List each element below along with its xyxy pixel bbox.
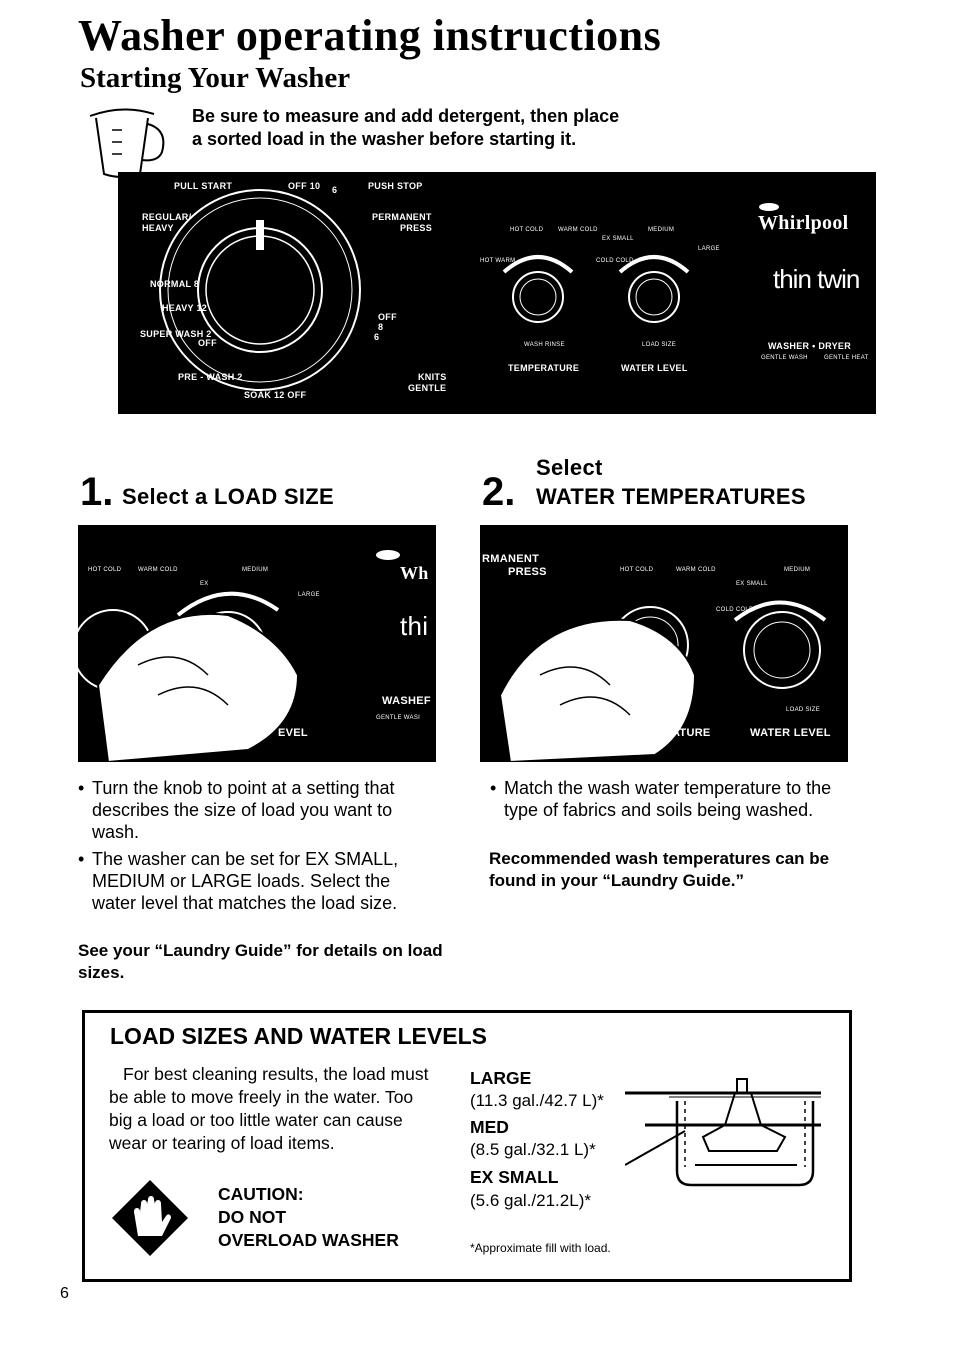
- photo2-hot-cold: HOT COLD: [620, 567, 654, 573]
- intro-line-1: Be sure to measure and add detergent, then place: [192, 106, 620, 126]
- photo1-gentle: GENTLE WASI: [376, 715, 421, 721]
- label-load-size: LOAD SIZE: [642, 342, 677, 348]
- label-knits: KNITS: [418, 372, 447, 382]
- page-title: Washer operating instructions: [78, 11, 662, 60]
- step-2-bullet-1: • Match the wash water temperature to the type of fabrics and soils being washed.: [490, 777, 860, 821]
- water-temperature-photo: [480, 525, 848, 762]
- step-2-note: Recommended wash temperatures can be found in your “Laundry Guide.”: [489, 849, 830, 890]
- photo2-load-size: LOAD SIZE: [786, 707, 821, 713]
- large-value: (11.3 gal./42.7 L)*: [470, 1091, 604, 1110]
- step-1-bullet-1-text: Turn the knob to point at a setting that describes the size of load you want to wash.: [92, 778, 395, 842]
- step-2-title-line2: WATER TEMPERATURES: [536, 484, 806, 509]
- whirlpool-logo: Whirlpool: [758, 212, 849, 234]
- label-off-left: OFF: [198, 338, 217, 348]
- caution-line-3: OVERLOAD WASHER: [218, 1230, 399, 1250]
- step-1-bullet-1: • Turn the knob to point at a setting that describes the size of load you want to wash.: [78, 777, 438, 843]
- label-medium: MEDIUM: [648, 227, 675, 233]
- label-heavy: HEAVY: [142, 223, 174, 233]
- page-number: 6: [60, 1285, 69, 1302]
- caution-line-1: CAUTION:: [218, 1184, 304, 1204]
- label-gentle-wash: GENTLE WASH: [761, 355, 808, 361]
- intro-line-2: a sorted load in the washer before starting it.: [192, 129, 577, 149]
- label-ex-small: EX SMALL: [602, 236, 634, 242]
- caution-text: [218, 1183, 399, 1252]
- control-panel-photo: [118, 172, 876, 414]
- step-1-number: 1.: [80, 470, 114, 514]
- photo2-water-level: WATER LEVEL: [750, 727, 831, 739]
- label-press: PRESS: [400, 223, 433, 233]
- load-size-photo: [78, 525, 436, 762]
- med-value: (8.5 gal./32.1 L)*: [470, 1140, 596, 1159]
- step-1-title: Select a LOAD SIZE: [122, 484, 335, 509]
- label-off-10: OFF 10: [288, 181, 321, 191]
- label-six-top: 6: [332, 185, 338, 195]
- label-regular: REGULAR/: [142, 212, 192, 222]
- photo2-press: PRESS: [508, 566, 547, 578]
- photo1-level: EVEL: [278, 727, 308, 739]
- photo2-warm-cold: WARM COLD: [676, 567, 716, 573]
- label-off-right: OFF: [378, 312, 397, 322]
- step-2-title-line1: Select: [536, 455, 603, 480]
- step-1-note: See your “Laundry Guide” for details on load sizes.: [78, 941, 443, 982]
- label-water-level: WATER LEVEL: [621, 363, 688, 373]
- photo2-permanent: RMANENT: [482, 553, 540, 565]
- label-wash-rinse: WASH RINSE: [524, 342, 565, 348]
- intro-text: [192, 105, 752, 151]
- photo1-ex: EX: [200, 581, 209, 587]
- photo1-large: LARGE: [298, 592, 320, 598]
- label-six-right: 6: [374, 332, 380, 342]
- label-heavy-12: HEAVY 12: [162, 303, 208, 313]
- caution-hand-icon: [110, 1178, 190, 1258]
- hand-turning-knob-icon: [78, 525, 436, 762]
- label-gentle-heat: GENTLE HEAT: [824, 355, 869, 361]
- label-hot-cold: HOT COLD: [510, 227, 544, 233]
- photo1-model: thi: [400, 611, 429, 641]
- photo2-cold-cold: COLD COLD: [716, 607, 754, 613]
- label-cold-cold: COLD COLD: [596, 258, 634, 264]
- label-hot-warm: HOT WARM: [480, 258, 516, 264]
- label-soak: SOAK 12 OFF: [244, 390, 307, 400]
- exsmall-label: EX SMALL: [470, 1167, 559, 1187]
- section-subtitle: Starting Your Washer: [80, 62, 351, 94]
- label-large: LARGE: [698, 246, 720, 252]
- footnote: *Approximate fill with load.: [470, 1241, 611, 1255]
- label-gentle: GENTLE: [408, 383, 447, 393]
- label-eight-right: 8: [378, 322, 384, 332]
- step-2-bullet-1-text: Match the wash water temperature to the type of fabrics and soils being washed.: [504, 778, 832, 820]
- caution-line-2: DO NOT: [218, 1207, 287, 1227]
- step-1-bullet-2: • The washer can be set for EX SMALL, MEDIUM or LARGE loads. Select the water level that matches the load size.: [78, 848, 418, 914]
- label-pull-start: PULL START: [174, 181, 233, 191]
- photo1-hot-cold: HOT COLD: [88, 567, 122, 573]
- load-sizes-box: [82, 1010, 852, 1282]
- label-washer-dryer: WASHER • DRYER: [768, 341, 852, 351]
- photo1-brand: Wh: [400, 563, 429, 583]
- exsmall-value: (5.6 gal./21.2L)*: [470, 1191, 591, 1210]
- photo1-warm-cold: WARM COLD: [138, 567, 178, 573]
- label-permanent: PERMANENT: [372, 212, 432, 222]
- load-box-paragraph: For best cleaning results, the load must be able to move freely in the water. Too big a load or too little water can cause wear or tearing of load items.: [109, 1064, 429, 1153]
- label-pre-wash: PRE - WASH 2: [178, 372, 243, 382]
- measuring-cup-icon: [82, 100, 172, 182]
- step-1-bullet-2-text: The washer can be set for EX SMALL, MEDIUM or LARGE loads. Select the water level that matches the load size.: [92, 849, 399, 913]
- photo2-ex-small: EX SMALL: [736, 581, 768, 587]
- med-label: MED: [470, 1117, 509, 1137]
- thin-twin-logo: thin twin: [773, 264, 860, 294]
- label-warm-cold: WARM COLD: [558, 227, 598, 233]
- photo2-medium: MEDIUM: [784, 567, 811, 573]
- photo1-medium: MEDIUM: [242, 567, 269, 573]
- photo2-ature: ATURE: [672, 727, 711, 739]
- photo1-washer: WASHEF: [382, 695, 431, 707]
- label-super-wash: SUPER WASH 2: [140, 329, 212, 339]
- label-push-stop: PUSH STOP: [368, 181, 423, 191]
- large-label: LARGE: [470, 1068, 532, 1088]
- load-box-title: LOAD SIZES AND WATER LEVELS: [110, 1023, 487, 1049]
- label-normal-8: NORMAL 8: [150, 279, 200, 289]
- step-2-number: 2.: [482, 470, 516, 514]
- washer-tub-diagram-icon: [625, 1075, 825, 1195]
- label-temperature: TEMPERATURE: [508, 363, 580, 373]
